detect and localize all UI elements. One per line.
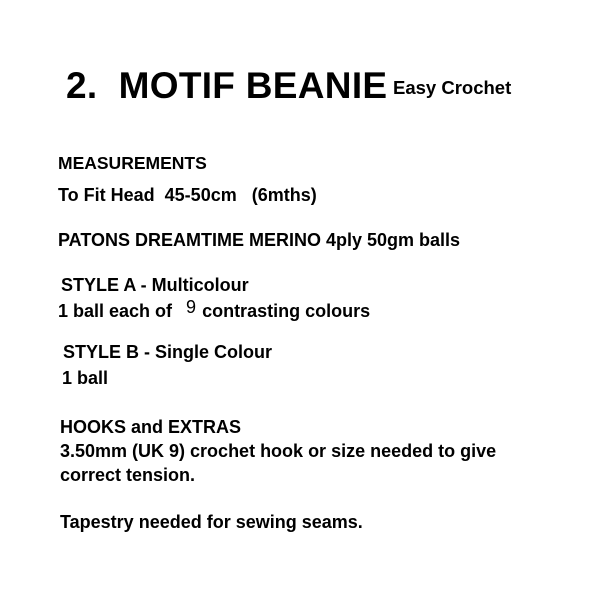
style-a-prefix: 1 ball each of [58, 301, 173, 321]
style-b-heading: STYLE B - Single Colour [63, 342, 273, 362]
style-a-quantity [58, 297, 371, 321]
measurements-heading: MEASUREMENTS [58, 153, 207, 173]
style-b-quantity: 1 ball [62, 368, 109, 388]
hooks-heading: HOOKS and EXTRAS [60, 417, 242, 437]
tapestry-note: Tapestry needed for sewing seams. [60, 512, 363, 532]
pattern-title: 2. MOTIF BEANIE [66, 65, 388, 106]
tension-text: correct tension. [60, 465, 196, 485]
hook-size-text: 3.50mm (UK 9) crochet hook or size needed to give [60, 441, 497, 461]
yarn-text: PATONS DREAMTIME MERINO 4ply 50gm balls [58, 230, 461, 250]
style-a-suffix: contrasting colours [202, 301, 371, 321]
style-a-heading: STYLE A - Multicolour [61, 275, 249, 295]
head-size-text: To Fit Head 45-50cm (6mths) [58, 185, 317, 205]
difficulty-label: Easy Crochet [393, 77, 512, 98]
colour-count: 9 [186, 297, 197, 317]
